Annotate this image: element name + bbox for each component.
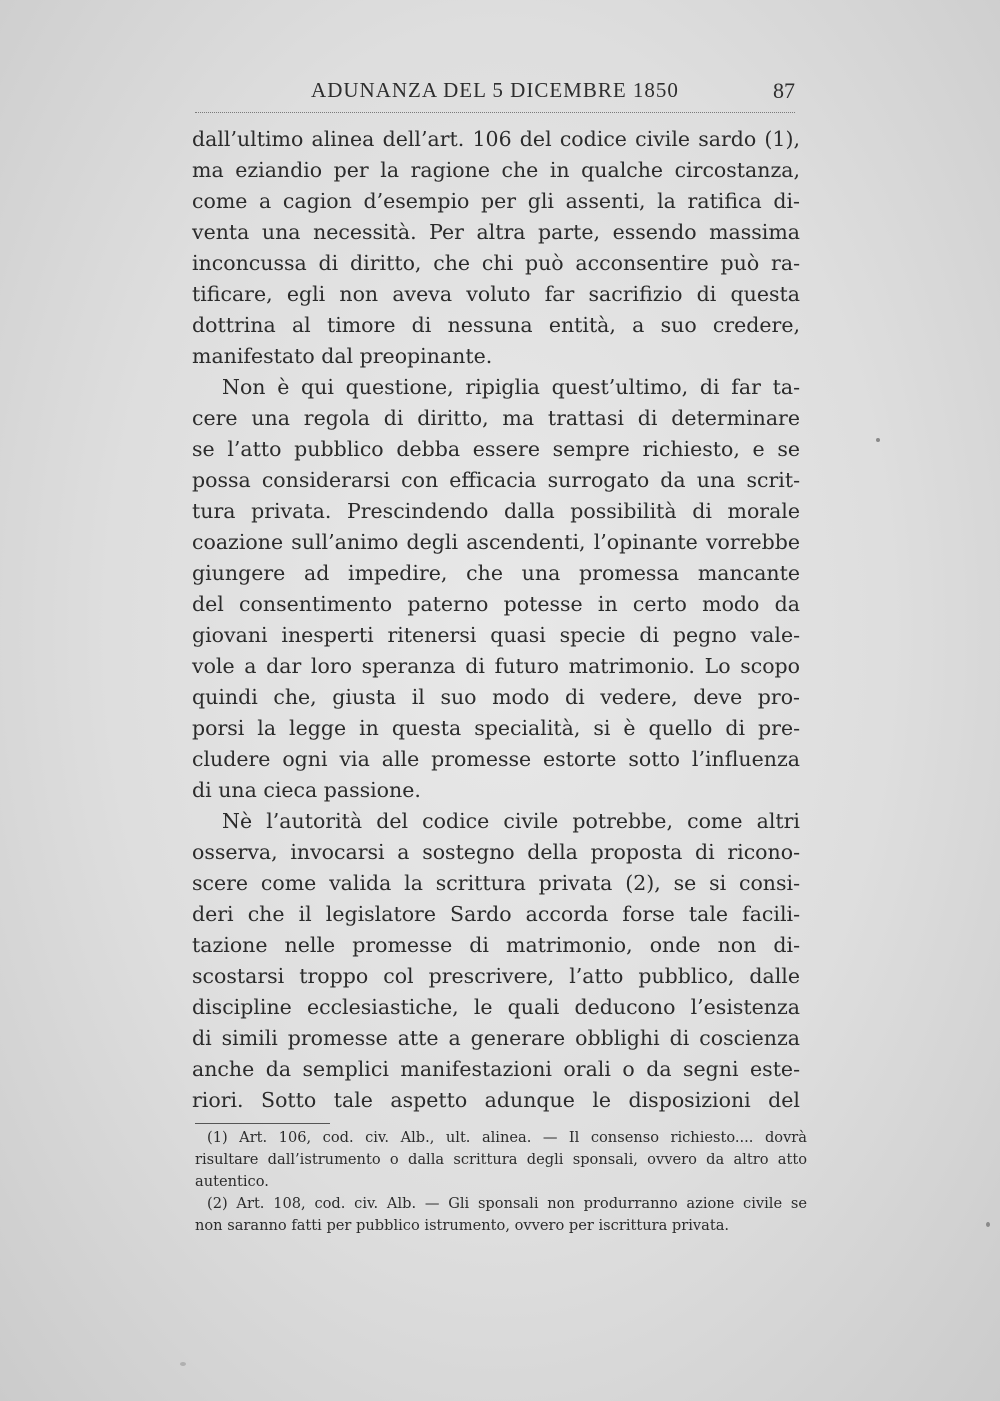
text-line: di una cieca passione. [192,778,421,802]
text-line: scere come valida la scrittura privata (2), se si consi- [192,871,800,895]
text-line: venta una necessità. Per altra parte, essendo massima [192,220,800,244]
paper-speck [180,1362,186,1366]
text-line: possa considerarsi con efficacia surrogato da una scrit- [192,468,800,492]
text-line: dall’ultimo alinea dell’art. 106 del codice civile sardo (1), [192,127,800,151]
paper-speck [986,1222,990,1227]
page-number: 87 [773,78,795,103]
footnote-line: (2) Art. 108, cod. civ. Alb. — Gli sponsali non produrranno azione civile se [207,1195,807,1212]
footnote-rule [195,1123,330,1124]
text-line: deri che il legislatore Sardo accorda forse tale facili- [192,902,800,926]
text-line: coazione sull’animo degli ascendenti, l’opinante vorrebbe [192,530,800,554]
body-text [192,124,800,1116]
text-line: dottrina al timore di nessuna entità, a suo credere, [192,313,800,337]
text-line: porsi la legge in questa specialità, si è quello di pre- [192,716,800,740]
text-line: del consentimento paterno potesse in certo modo da [192,592,800,616]
footnotes [195,1127,807,1237]
footnote-line: (1) Art. 106, cod. civ. Alb., ult. alinea. — Il consenso richiesto.... dovrà [207,1129,807,1146]
text-line: Non è qui questione, ripiglia quest’ultimo, di far ta- [222,375,800,399]
footnote-line: risultare dall’istrumento o dalla scrittura degli sponsali, ovvero da altro atto [195,1151,807,1168]
text-line: Nè l’autorità del codice civile potrebbe, come altri [222,809,800,833]
text-line: manifestato dal preopinante. [192,344,493,368]
text-line: cere una regola di diritto, ma trattasi di determinare [192,406,800,430]
text-line: inconcussa di diritto, che chi può acconsentire può ra- [192,251,800,275]
text-line: tazione nelle promesse di matrimonio, onde non di- [192,933,800,957]
text-line: se l’atto pubblico debba essere sempre richiesto, e se [192,437,800,461]
text-line: scostarsi troppo col prescrivere, l’atto pubblico, dalle [192,964,800,988]
text-line: anche da semplici manifestazioni orali o da segni este- [192,1057,800,1081]
text-line: tura privata. Prescindendo dalla possibilità di morale [192,499,800,523]
footnote-line: non saranno fatti per pubblico istrumento, ovvero per iscrittura privata. [195,1217,730,1234]
text-line: discipline ecclesiastiche, le quali deducono l’esistenza [192,995,800,1019]
header-rule [195,112,795,113]
text-line: giovani inesperti ritenersi quasi specie di pegno vale- [192,623,800,647]
text-line: giungere ad impedire, che una promessa mancante [192,561,800,585]
text-line: come a cagion d’esempio per gli assenti, la ratifica di- [192,189,800,213]
running-title: ADUNANZA DEL 5 DICEMBRE 1850 [311,78,679,102]
text-line: ma eziandio per la ragione che in qualche circostanza, [192,158,800,182]
text-line: tificare, egli non aveva voluto far sacrifizio di questa [192,282,800,306]
text-line: cludere ogni via alle promesse estorte sotto l’influenza [192,747,800,771]
text-line: vole a dar loro speranza di futuro matrimonio. Lo scopo [192,654,800,678]
text-line: di simili promesse atte a generare obblighi di coscienza [192,1026,800,1050]
text-line: osserva, invocarsi a sostegno della proposta di ricono- [192,840,800,864]
footnote-line: autentico. [195,1173,269,1190]
running-head [195,78,795,110]
text-line: riori. Sotto tale aspetto adunque le disposizioni del [192,1088,800,1112]
paper-speck [876,438,880,442]
text-line: quindi che, giusta il suo modo di vedere, deve pro- [192,685,800,709]
